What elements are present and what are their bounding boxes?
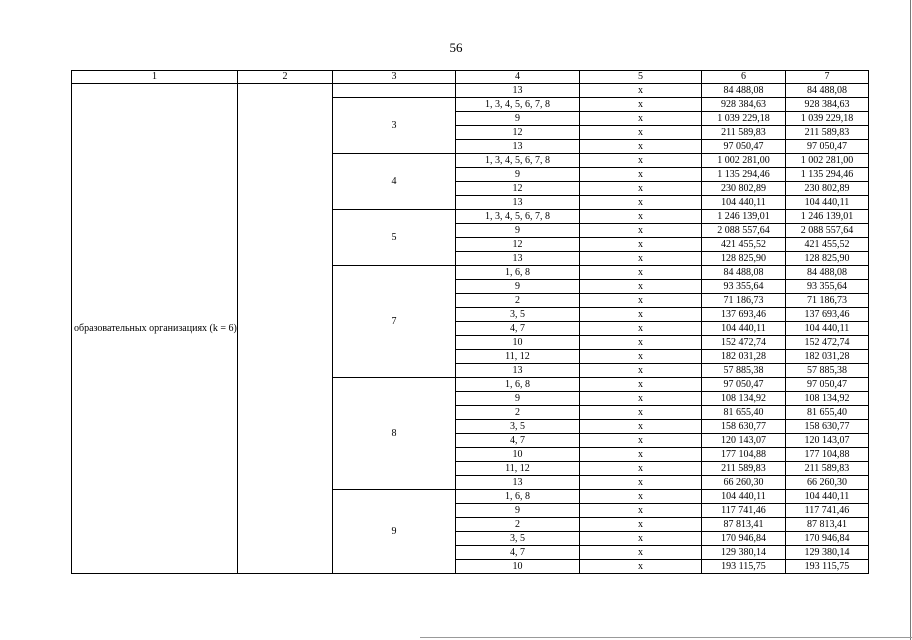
value-cell-6: 421 455,52 — [702, 238, 786, 252]
group-cell: 4 — [333, 154, 456, 210]
code-cell: 9 — [456, 224, 580, 238]
code-cell: 4, 7 — [456, 546, 580, 560]
header-cell-6: 6 — [702, 71, 786, 84]
code-cell: 9 — [456, 112, 580, 126]
group-cell: 3 — [333, 98, 456, 154]
x-cell: x — [580, 196, 702, 210]
value-cell-7: 230 802,89 — [786, 182, 869, 196]
x-cell: x — [580, 98, 702, 112]
group-cell: 9 — [333, 490, 456, 574]
value-cell-6: 120 143,07 — [702, 434, 786, 448]
value-cell-6: 211 589,83 — [702, 126, 786, 140]
group-cell: 5 — [333, 210, 456, 266]
code-cell: 12 — [456, 182, 580, 196]
code-cell: 11, 12 — [456, 462, 580, 476]
code-cell: 13 — [456, 84, 580, 98]
header-row — [72, 71, 869, 84]
code-cell: 4, 7 — [456, 434, 580, 448]
group-cell — [333, 84, 456, 98]
code-cell: 10 — [456, 448, 580, 462]
code-cell: 12 — [456, 126, 580, 140]
code-cell: 4, 7 — [456, 322, 580, 336]
value-cell-6: 57 885,38 — [702, 364, 786, 378]
x-cell: x — [580, 476, 702, 490]
value-cell-7: 84 488,08 — [786, 84, 869, 98]
value-cell-6: 211 589,83 — [702, 462, 786, 476]
x-cell: x — [580, 182, 702, 196]
value-cell-6: 158 630,77 — [702, 420, 786, 434]
x-cell: x — [580, 224, 702, 238]
value-cell-7: 128 825,90 — [786, 252, 869, 266]
x-cell: x — [580, 448, 702, 462]
value-cell-6: 87 813,41 — [702, 518, 786, 532]
value-cell-7: 117 741,46 — [786, 504, 869, 518]
value-cell-7: 97 050,47 — [786, 140, 869, 154]
code-cell: 13 — [456, 252, 580, 266]
value-cell-7: 182 031,28 — [786, 350, 869, 364]
value-cell-6: 66 260,30 — [702, 476, 786, 490]
value-cell-7: 104 440,11 — [786, 322, 869, 336]
value-cell-6: 193 115,75 — [702, 560, 786, 574]
header-cell-3: 3 — [333, 71, 456, 84]
code-cell: 13 — [456, 364, 580, 378]
x-cell: x — [580, 462, 702, 476]
value-cell-6: 129 380,14 — [702, 546, 786, 560]
scan-edge-right — [910, 0, 911, 640]
value-cell-7: 170 946,84 — [786, 532, 869, 546]
x-cell: x — [580, 406, 702, 420]
x-cell: x — [580, 112, 702, 126]
value-cell-6: 177 104,88 — [702, 448, 786, 462]
x-cell: x — [580, 350, 702, 364]
x-cell: x — [580, 532, 702, 546]
value-cell-6: 108 134,92 — [702, 392, 786, 406]
code-cell: 9 — [456, 392, 580, 406]
scan-edge-bottom — [420, 637, 912, 638]
value-cell-7: 57 885,38 — [786, 364, 869, 378]
code-cell: 12 — [456, 238, 580, 252]
value-cell-6: 93 355,64 — [702, 280, 786, 294]
value-cell-6: 117 741,46 — [702, 504, 786, 518]
header-cell-7: 7 — [786, 71, 869, 84]
value-cell-7: 120 143,07 — [786, 434, 869, 448]
x-cell: x — [580, 308, 702, 322]
x-cell: x — [580, 280, 702, 294]
value-cell-7: 1 002 281,00 — [786, 154, 869, 168]
x-cell: x — [580, 490, 702, 504]
x-cell: x — [580, 238, 702, 252]
value-cell-7: 421 455,52 — [786, 238, 869, 252]
value-cell-6: 97 050,47 — [702, 378, 786, 392]
x-cell: x — [580, 322, 702, 336]
code-cell: 1, 6, 8 — [456, 266, 580, 280]
table-header — [72, 71, 869, 84]
x-cell: x — [580, 252, 702, 266]
table-row — [72, 84, 869, 98]
value-cell-7: 1 246 139,01 — [786, 210, 869, 224]
code-cell: 2 — [456, 518, 580, 532]
value-cell-6: 182 031,28 — [702, 350, 786, 364]
value-cell-7: 71 186,73 — [786, 294, 869, 308]
value-cell-6: 104 440,11 — [702, 196, 786, 210]
code-cell: 3, 5 — [456, 308, 580, 322]
x-cell: x — [580, 126, 702, 140]
value-cell-6: 128 825,90 — [702, 252, 786, 266]
code-cell: 13 — [456, 476, 580, 490]
value-cell-6: 137 693,46 — [702, 308, 786, 322]
value-cell-7: 928 384,63 — [786, 98, 869, 112]
value-cell-6: 81 655,40 — [702, 406, 786, 420]
code-cell: 1, 3, 4, 5, 6, 7, 8 — [456, 154, 580, 168]
code-cell: 10 — [456, 336, 580, 350]
code-cell: 10 — [456, 560, 580, 574]
column-2-cell — [238, 84, 333, 574]
x-cell: x — [580, 336, 702, 350]
x-cell: x — [580, 560, 702, 574]
code-cell: 3, 5 — [456, 420, 580, 434]
value-cell-7: 93 355,64 — [786, 280, 869, 294]
value-cell-7: 97 050,47 — [786, 378, 869, 392]
x-cell: x — [580, 210, 702, 224]
value-cell-7: 2 088 557,64 — [786, 224, 869, 238]
value-cell-6: 152 472,74 — [702, 336, 786, 350]
x-cell: x — [580, 420, 702, 434]
value-cell-7: 1 039 229,18 — [786, 112, 869, 126]
x-cell: x — [580, 434, 702, 448]
value-cell-6: 230 802,89 — [702, 182, 786, 196]
x-cell: x — [580, 84, 702, 98]
header-cell-5: 5 — [580, 71, 702, 84]
x-cell: x — [580, 378, 702, 392]
code-cell: 13 — [456, 196, 580, 210]
value-cell-7: 211 589,83 — [786, 462, 869, 476]
x-cell: x — [580, 518, 702, 532]
value-cell-6: 1 002 281,00 — [702, 154, 786, 168]
value-cell-7: 137 693,46 — [786, 308, 869, 322]
x-cell: x — [580, 546, 702, 560]
code-cell: 1, 6, 8 — [456, 490, 580, 504]
code-cell: 9 — [456, 168, 580, 182]
code-cell: 1, 6, 8 — [456, 378, 580, 392]
x-cell: x — [580, 392, 702, 406]
x-cell: x — [580, 364, 702, 378]
code-cell: 13 — [456, 140, 580, 154]
value-cell-7: 193 115,75 — [786, 560, 869, 574]
value-cell-6: 1 135 294,46 — [702, 168, 786, 182]
value-cell-7: 87 813,41 — [786, 518, 869, 532]
value-cell-6: 1 246 139,01 — [702, 210, 786, 224]
x-cell: x — [580, 154, 702, 168]
code-cell: 3, 5 — [456, 532, 580, 546]
value-cell-7: 81 655,40 — [786, 406, 869, 420]
value-cell-6: 84 488,08 — [702, 84, 786, 98]
value-cell-6: 928 384,63 — [702, 98, 786, 112]
value-cell-6: 84 488,08 — [702, 266, 786, 280]
x-cell: x — [580, 168, 702, 182]
value-cell-6: 1 039 229,18 — [702, 112, 786, 126]
header-cell-4: 4 — [456, 71, 580, 84]
code-cell: 2 — [456, 406, 580, 420]
group-cell: 7 — [333, 266, 456, 378]
value-cell-6: 97 050,47 — [702, 140, 786, 154]
value-cell-7: 158 630,77 — [786, 420, 869, 434]
value-cell-7: 108 134,92 — [786, 392, 869, 406]
value-cell-7: 177 104,88 — [786, 448, 869, 462]
page-number: 56 — [449, 40, 463, 55]
value-cell-7: 129 380,14 — [786, 546, 869, 560]
table-body — [72, 84, 869, 574]
code-cell: 9 — [456, 280, 580, 294]
code-cell: 1, 3, 4, 5, 6, 7, 8 — [456, 98, 580, 112]
x-cell: x — [580, 266, 702, 280]
code-cell: 9 — [456, 504, 580, 518]
value-cell-7: 1 135 294,46 — [786, 168, 869, 182]
value-cell-6: 104 440,11 — [702, 322, 786, 336]
value-cell-7: 104 440,11 — [786, 196, 869, 210]
code-cell: 1, 3, 4, 5, 6, 7, 8 — [456, 210, 580, 224]
value-cell-6: 2 088 557,64 — [702, 224, 786, 238]
data-table — [71, 70, 869, 574]
value-cell-7: 104 440,11 — [786, 490, 869, 504]
value-cell-7: 84 488,08 — [786, 266, 869, 280]
x-cell: x — [580, 140, 702, 154]
category-cell: образовательных организациях (k = 6) — [72, 84, 238, 574]
value-cell-7: 211 589,83 — [786, 126, 869, 140]
x-cell: x — [580, 504, 702, 518]
value-cell-7: 66 260,30 — [786, 476, 869, 490]
value-cell-6: 71 186,73 — [702, 294, 786, 308]
x-cell: x — [580, 294, 702, 308]
value-cell-6: 104 440,11 — [702, 490, 786, 504]
code-cell: 11, 12 — [456, 350, 580, 364]
code-cell: 2 — [456, 294, 580, 308]
value-cell-7: 152 472,74 — [786, 336, 869, 350]
group-cell: 8 — [333, 378, 456, 490]
value-cell-6: 170 946,84 — [702, 532, 786, 546]
header-cell-1: 1 — [72, 71, 238, 84]
header-cell-2: 2 — [238, 71, 333, 84]
